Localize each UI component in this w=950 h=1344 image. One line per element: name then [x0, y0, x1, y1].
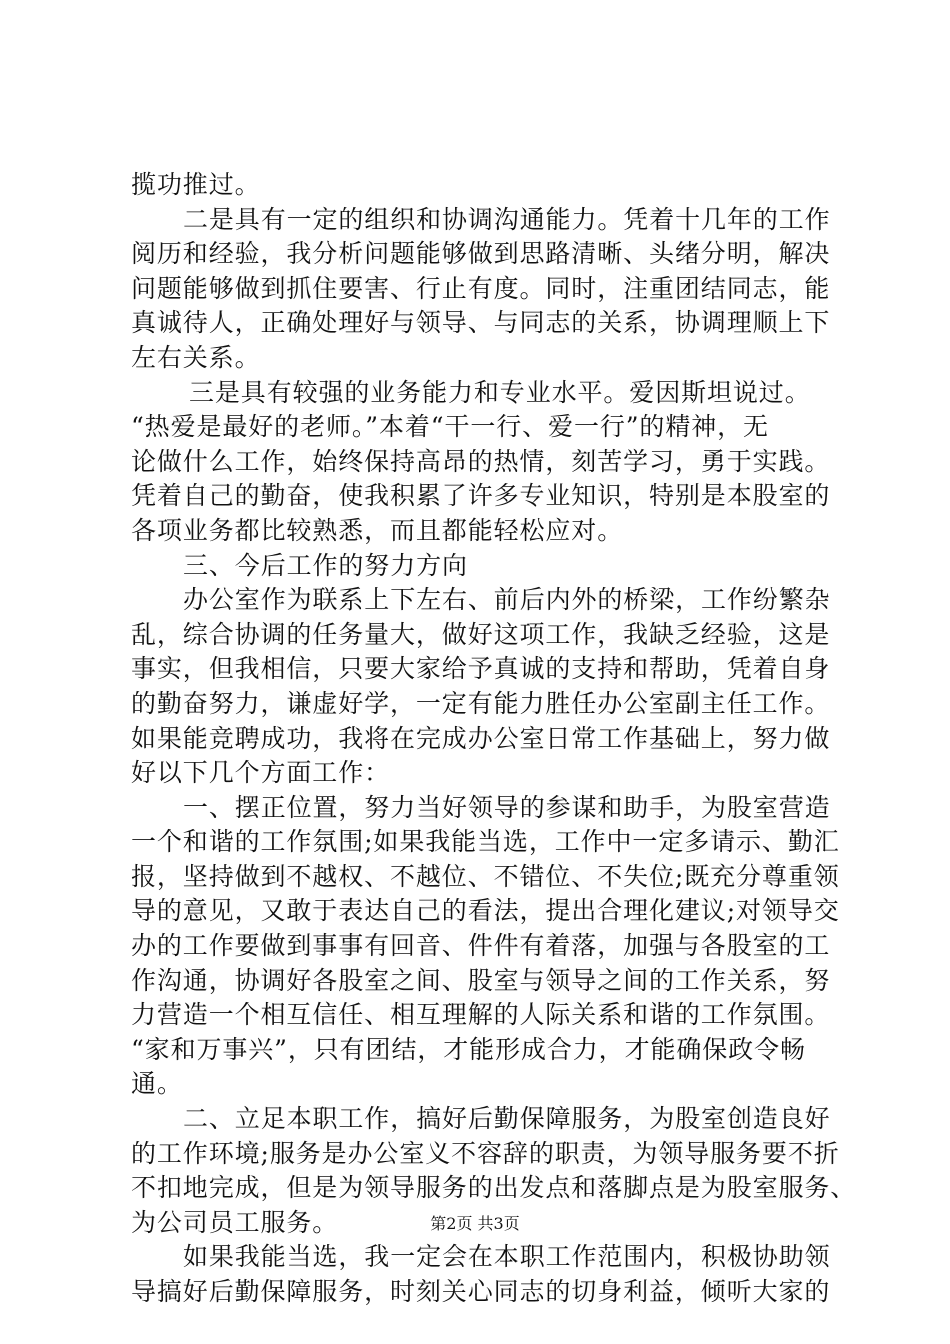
text-line: 二是具有一定的组织和协调沟通能力。凭着十几年的工作 [183, 204, 831, 234]
text-line: 真诚待人，正确处理好与领导、与同志的关系，协调理顺上下 [131, 308, 831, 338]
page-number-footer: 第2页 共3页 [430, 1214, 520, 1233]
text-line: 论做什么工作，始终保持高昂的热情，刻苦学习，勇于实践。 [131, 446, 831, 476]
text-line: 二、立足本职工作，搞好后勤保障服务，为股室创造良好 [183, 1104, 831, 1134]
text-line: 不扣地完成，但是为领导服务的出发点和落脚点是为股室服务、 [131, 1173, 857, 1203]
text-line: 的工作环境;服务是办公室义不容辞的职责，为领导服务要不折 [131, 1138, 840, 1168]
text-line: 导的意见，又敢于表达自己的看法，提出合理化建议;对领导交 [131, 896, 840, 926]
text-line: 力营造一个相互信任、相互理解的人际关系和谐的工作氛围。 [131, 1000, 831, 1030]
section-heading: 三、今后工作的努力方向 [183, 550, 468, 580]
text-line: 事实，但我相信，只要大家给予真诚的支持和帮助，凭着自身 [131, 654, 831, 684]
text-line: 凭着自己的勤奋，使我积累了许多专业知识，特别是本股室的 [131, 481, 831, 511]
text-line: “热爱是最好的老师。”本着“干一行、爱一行”的精神，无 [131, 412, 769, 442]
text-line: 办公室作为联系上下左右、前后内外的桥梁，工作纷繁杂 [183, 585, 831, 615]
text-line: 三是具有较强的业务能力和专业水平。爱因斯坦说过。 [189, 377, 811, 407]
text-line: 报，坚持做到不越权、不越位、不错位、不失位;既充分尊重领 [131, 861, 840, 891]
text-line: 如果我能当选，我一定会在本职工作范围内，积极协助领 [183, 1242, 831, 1272]
text-line: 左右关系。 [131, 342, 261, 372]
text-line: 办的工作要做到事事有回音、件件有着落，加强与各股室的工 [131, 931, 831, 961]
text-line: 各项业务都比较熟悉，而且都能轻松应对。 [131, 515, 624, 545]
text-line: 作沟通，协调好各股室之间、股室与领导之间的工作关系，努 [131, 965, 831, 995]
text-line: 的勤奋努力，谦虚好学，一定有能力胜任办公室副主任工作。 [131, 688, 831, 718]
text-line: 好以下几个方面工作： [131, 758, 391, 788]
text-line: 为公司员工服务。 [131, 1207, 339, 1237]
text-line: 如果能竞聘成功，我将在完成办公室日常工作基础上，努力做 [131, 723, 831, 753]
text-line: 一个和谐的工作氛围;如果我能当选，工作中一定多请示、勤汇 [131, 827, 840, 857]
text-line: 揽功推过。 [131, 170, 261, 199]
text-line: 阅历和经验，我分析问题能够做到思路清晰、头绪分明，解决 [131, 239, 831, 269]
text-line: “家和万事兴”，只有团结，才能形成合力，才能确保政令畅 [131, 1034, 806, 1064]
document-body [131, 168, 857, 1310]
text-line: 通。 [131, 1069, 183, 1099]
text-line: 乱，综合协调的任务量大，做好这项工作，我缺乏经验，这是 [131, 619, 831, 649]
text-line: 问题能够做到抓住要害、行止有度。同时，注重团结同志，能 [131, 273, 831, 303]
text-line: 一、摆正位置，努力当好领导的参谋和助手，为股室营造 [183, 792, 831, 822]
text-line: 导搞好后勤保障服务，时刻关心同志的切身利益，倾听大家的 [131, 1277, 831, 1306]
